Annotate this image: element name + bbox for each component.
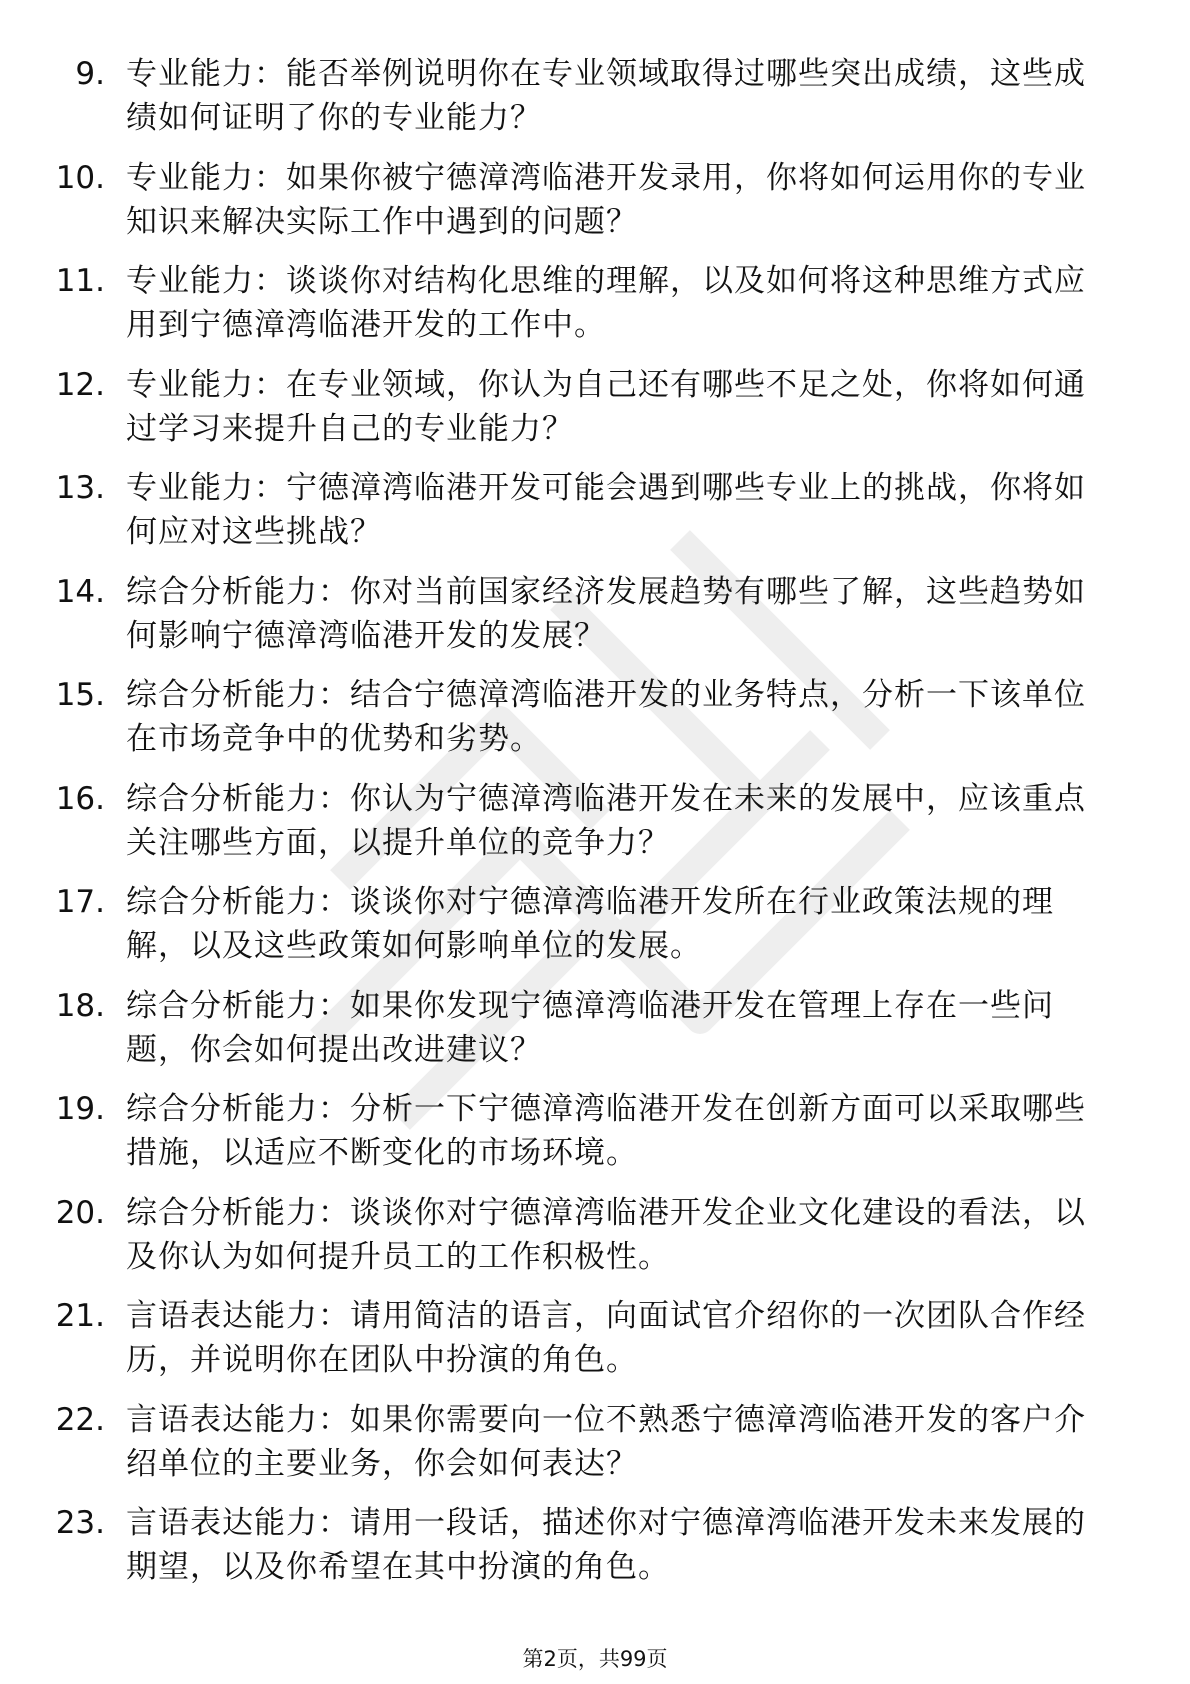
question-item	[0, 259, 1190, 363]
question-item	[0, 1294, 1190, 1398]
question-text: 综合分析能力：结合宁德漳湾临港开发的业务特点，分析一下该单位在市场竞争中的优势和劣势。	[126, 677, 1086, 757]
question-number: 20.	[55, 1194, 105, 1231]
question-text: 综合分析能力：谈谈你对宁德漳湾临港开发所在行业政策法规的理解，以及这些政策如何影响单位的发展。	[126, 884, 1054, 964]
question-item	[0, 570, 1190, 674]
question-number: 22.	[55, 1401, 105, 1438]
question-item	[0, 673, 1190, 777]
question-text: 专业能力：谈谈你对结构化思维的理解，以及如何将这种思维方式应用到宁德漳湾临港开发的工作中。	[126, 263, 1086, 343]
question-number: 13.	[55, 470, 105, 506]
question-text: 综合分析能力：你认为宁德漳湾临港开发在未来的发展中，应该重点关注哪些方面，以提升单位的竞争力？	[126, 780, 1086, 861]
question-item	[0, 777, 1190, 881]
question-list	[0, 52, 1190, 1605]
question-item	[0, 1087, 1190, 1191]
question-text: 专业能力：在专业领域，你认为自己还有哪些不足之处，你将如何通过学习来提升自己的专业能力？	[126, 366, 1086, 447]
question-number: 17.	[55, 884, 105, 920]
question-number: 23.	[55, 1505, 105, 1541]
question-number: 12.	[55, 366, 105, 403]
question-number: 16.	[55, 780, 105, 817]
question-number: 19.	[55, 1091, 105, 1127]
question-text: 专业能力：如果你被宁德漳湾临港开发录用，你将如何运用你的专业知识来解决实际工作中遇到的问题？	[126, 159, 1086, 240]
question-text: 言语表达能力：请用一段话，描述你对宁德漳湾临港开发未来发展的期望，以及你希望在其中扮演的角色。	[126, 1505, 1086, 1585]
question-number: 21.	[55, 1298, 105, 1334]
page-number-footer: 第2页，共99页	[522, 1647, 668, 1671]
question-item	[0, 1398, 1190, 1502]
question-item	[0, 156, 1190, 260]
question-text: 综合分析能力：分析一下宁德漳湾临港开发在创新方面可以采取哪些措施，以适应不断变化的市场环境。	[126, 1091, 1086, 1171]
question-number: 15.	[55, 677, 105, 713]
question-number: 18.	[55, 987, 105, 1024]
question-text: 专业能力：宁德漳湾临港开发可能会遇到哪些专业上的挑战，你将如何应对这些挑战？	[126, 470, 1086, 550]
question-number: 10.	[55, 159, 105, 196]
question-item	[0, 1191, 1190, 1295]
question-number: 14.	[55, 573, 105, 610]
question-text: 言语表达能力：如果你需要向一位不熟悉宁德漳湾临港开发的客户介绍单位的主要业务，你会如何表达？	[126, 1401, 1086, 1482]
question-item	[0, 466, 1190, 570]
question-item	[0, 363, 1190, 467]
question-text: 综合分析能力：你对当前国家经济发展趋势有哪些了解，这些趋势如何影响宁德漳湾临港开发的发展？	[126, 573, 1086, 654]
question-item	[0, 984, 1190, 1088]
question-item	[0, 880, 1190, 984]
question-item	[0, 1501, 1190, 1605]
question-number: 11.	[55, 263, 105, 299]
question-text: 综合分析能力：如果你发现宁德漳湾临港开发在管理上存在一些问题，你会如何提出改进建议？	[126, 987, 1054, 1068]
question-text: 言语表达能力：请用简洁的语言，向面试官介绍你的一次团队合作经历，并说明你在团队中扮演的角色。	[126, 1298, 1086, 1378]
question-number: 9.	[75, 56, 105, 92]
question-text: 专业能力：能否举例说明你在专业领域取得过哪些突出成绩，这些成绩如何证明了你的专业能力？	[126, 56, 1086, 136]
question-item	[0, 52, 1190, 156]
question-text: 综合分析能力：谈谈你对宁德漳湾临港开发企业文化建设的看法，以及你认为如何提升员工的工作积极性。	[126, 1194, 1086, 1275]
